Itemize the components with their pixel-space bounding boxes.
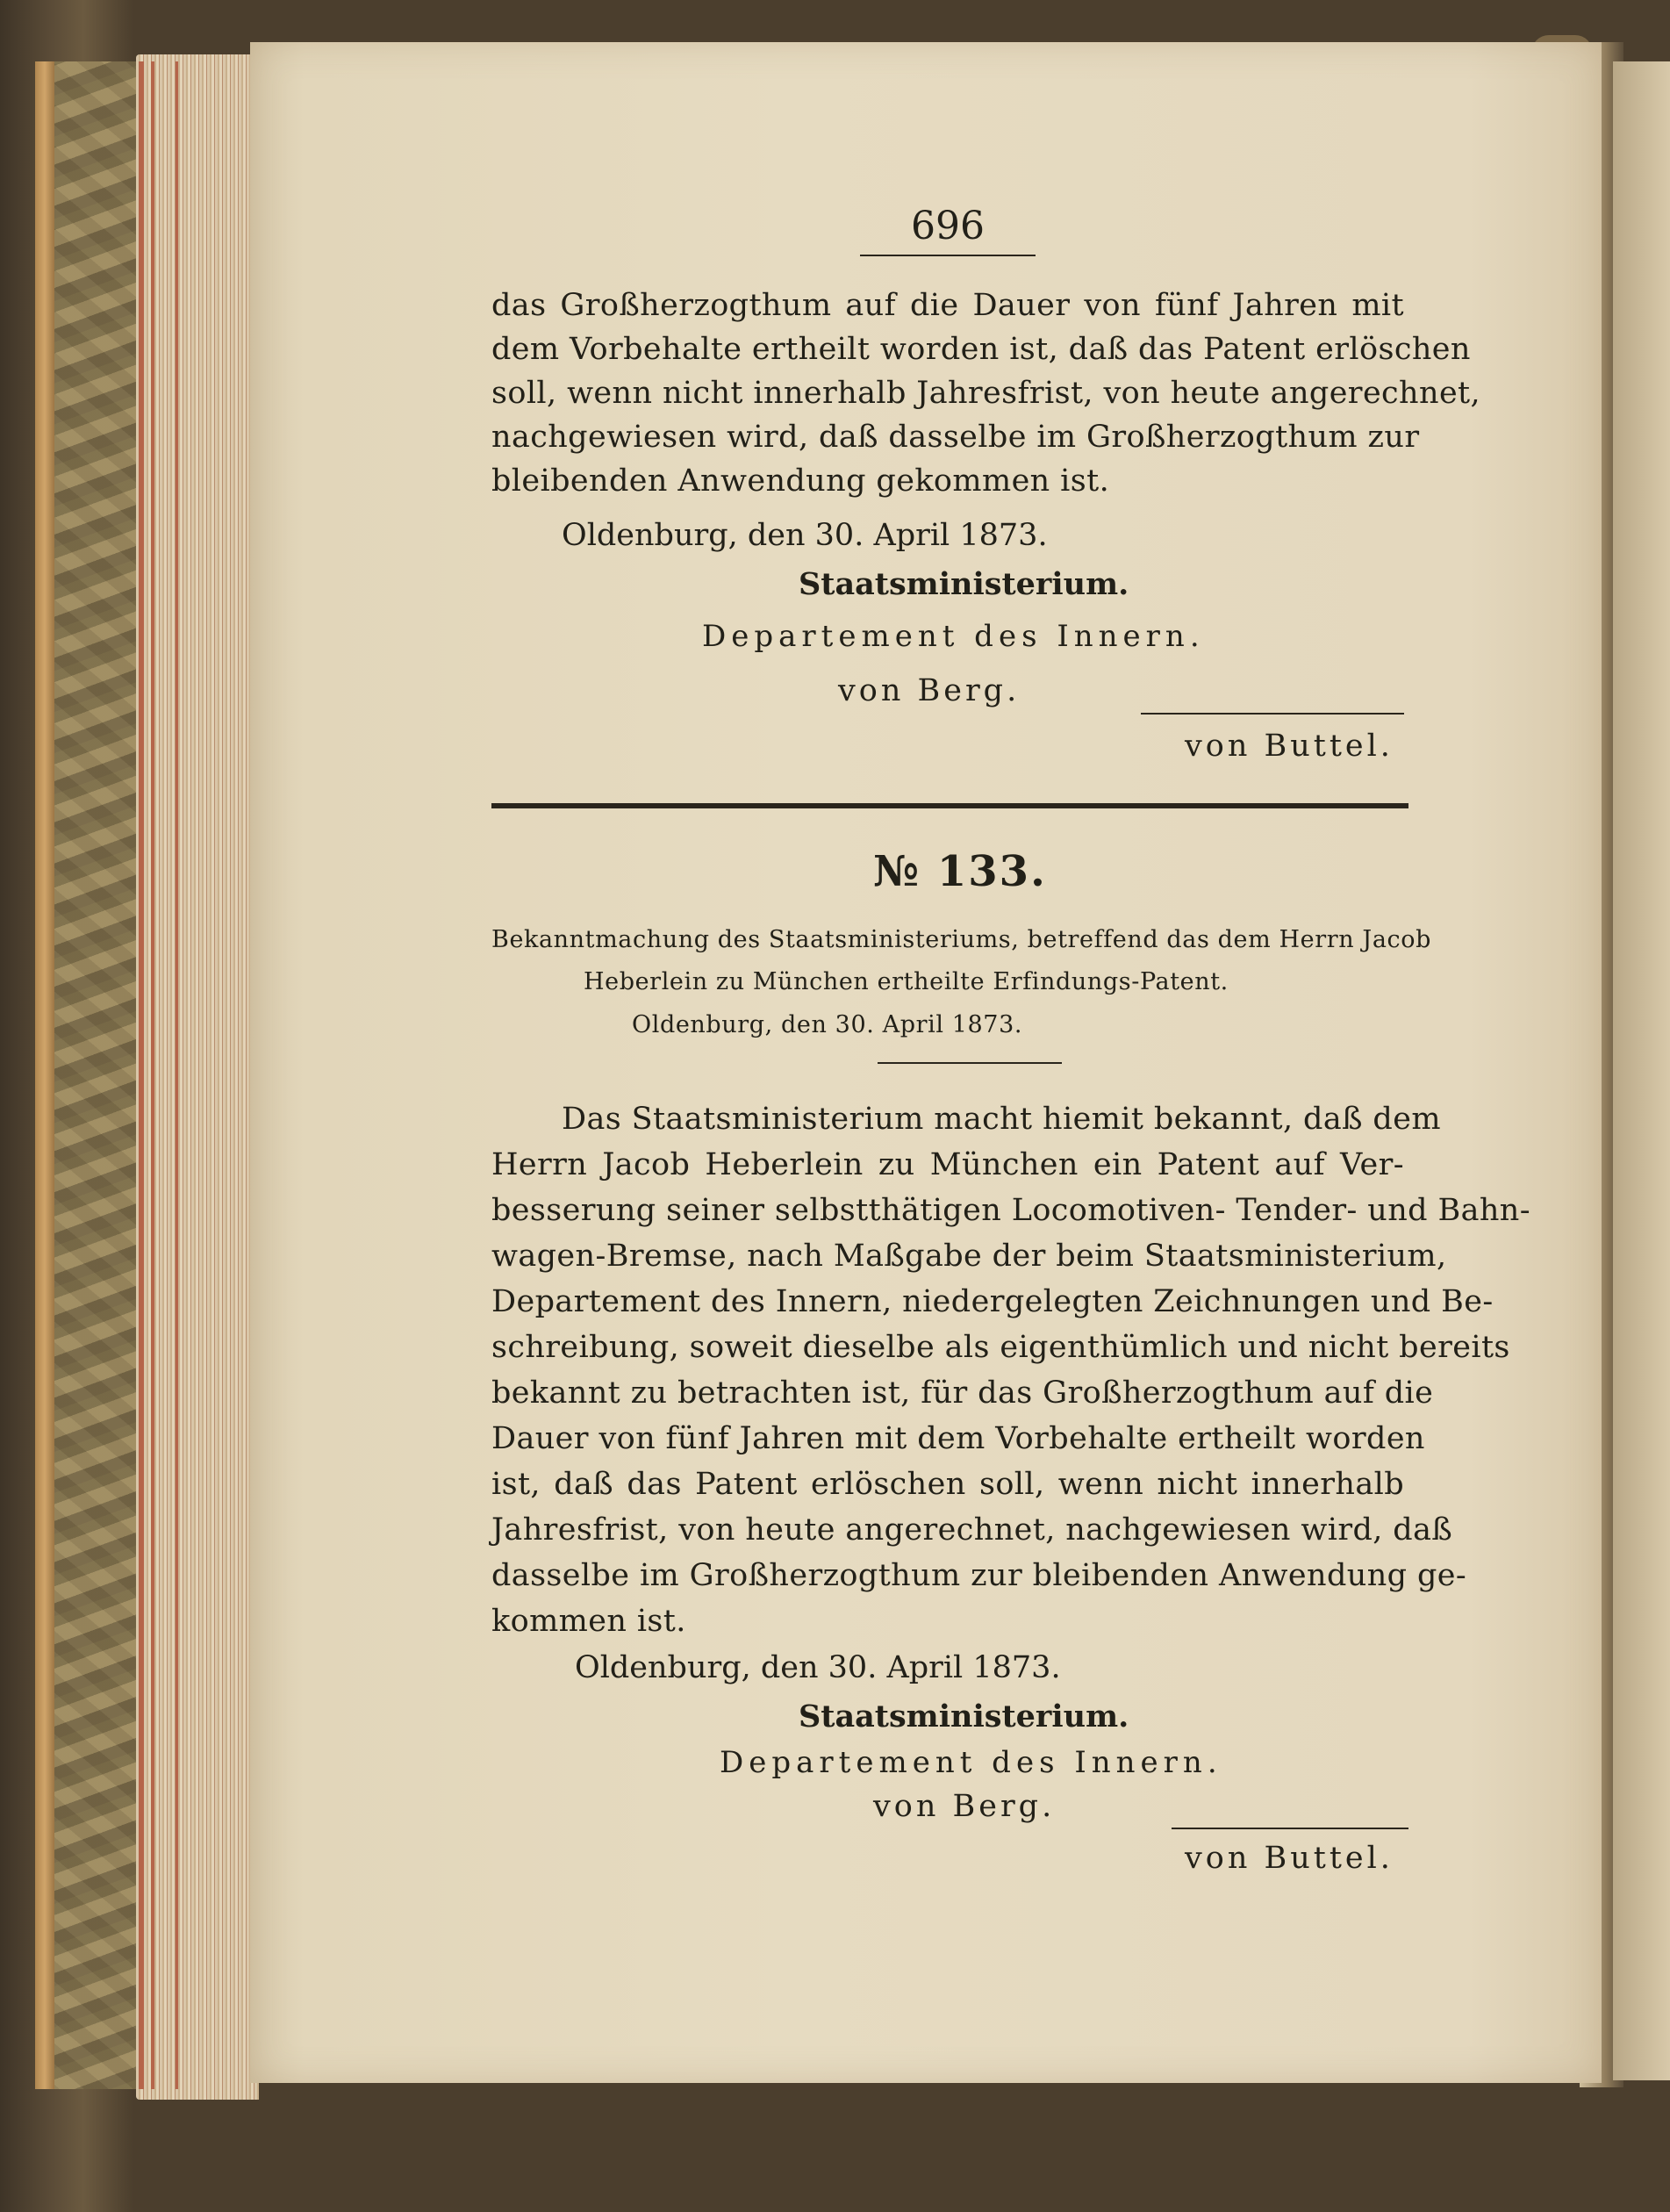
facing-page-edge bbox=[1613, 61, 1670, 2080]
body-line: Jahresfrist, von heute angerechnet, nachgewiesen wird, daß bbox=[491, 1512, 1453, 1548]
body-line: kommen ist. bbox=[491, 1604, 686, 1639]
body-line: Dauer von fünf Jahren mit dem Vorbehalte ertheilt worden bbox=[491, 1421, 1425, 1456]
body-line: nachgewiesen wird, daß dasselbe im Großherzogthum zur bbox=[491, 420, 1420, 455]
signature-left: von Berg. bbox=[873, 1789, 1056, 1824]
body-line: Herrn Jacob Heberlein zu München ein Patent auf Ver- bbox=[491, 1147, 1404, 1182]
signature-rule bbox=[1172, 1828, 1408, 1829]
ministry-name: Staatsministerium. bbox=[799, 1698, 1129, 1734]
body-line: dasselbe im Großherzogthum zur bleibenden Anwendung ge- bbox=[491, 1558, 1467, 1593]
body-line: ist, daß das Patent erlöschen soll, wenn nicht innerhalb bbox=[491, 1467, 1404, 1502]
page-number-rule bbox=[860, 255, 1036, 256]
body-line: das Großherzogthum auf die Dauer von fünf Jahren mit bbox=[491, 288, 1404, 323]
place-date: Oldenburg, den 30. April 1873. bbox=[562, 518, 1048, 553]
leather-spine-strip bbox=[35, 61, 54, 2089]
body-line: soll, wenn nicht innerhalb Jahresfrist, von heute angerechnet, bbox=[491, 376, 1481, 411]
red-page-edge bbox=[176, 61, 178, 2089]
body-line: wagen-Bremse, nach Maßgabe der beim Staatsministerium, bbox=[491, 1239, 1447, 1274]
body-line: dem Vorbehalte ertheilt worden ist, daß das Patent erlöschen bbox=[491, 332, 1471, 367]
section-divider bbox=[491, 803, 1408, 808]
summary-rule bbox=[878, 1062, 1062, 1064]
signature-right: von Buttel. bbox=[1185, 729, 1394, 764]
red-page-edge bbox=[139, 61, 144, 2089]
signature-right: von Buttel. bbox=[1185, 1841, 1394, 1876]
signature-left: von Berg. bbox=[838, 673, 1021, 708]
signature-rule bbox=[1141, 713, 1404, 715]
summary-line: Heberlein zu München ertheilte Erfindungs-Patent. bbox=[584, 968, 1229, 995]
department-name: Departement des Innern. bbox=[702, 619, 1205, 654]
body-line: besserung seiner selbstthätigen Locomotiven- Tender- und Bahn- bbox=[491, 1193, 1530, 1228]
body-line: schreibung, soweit dieselbe als eigenthümlich und nicht bereits bbox=[491, 1330, 1510, 1365]
department-name: Departement des Innern. bbox=[720, 1745, 1222, 1780]
red-page-edge bbox=[151, 61, 154, 2089]
section-number: № 133. bbox=[873, 847, 1047, 896]
stacked-page-edges bbox=[136, 54, 259, 2100]
body-line: bekannt zu betrachten ist, für das Großherzogthum auf die bbox=[491, 1375, 1434, 1411]
body-line: Departement des Innern, niedergelegten Zeichnungen und Be- bbox=[491, 1284, 1494, 1319]
body-line: bleibenden Anwendung gekommen ist. bbox=[491, 463, 1110, 499]
body-line: Das Staatsministerium macht hiemit bekannt, daß dem bbox=[562, 1102, 1441, 1137]
place-date: Oldenburg, den 30. April 1873. bbox=[575, 1650, 1061, 1685]
summary-date: Oldenburg, den 30. April 1873. bbox=[632, 1011, 1023, 1038]
page-number: 696 bbox=[911, 204, 985, 248]
summary-line: Bekanntmachung des Staatsministeriums, betreffend das dem Herrn Jacob bbox=[491, 926, 1431, 953]
ministry-name: Staatsministerium. bbox=[799, 566, 1129, 602]
